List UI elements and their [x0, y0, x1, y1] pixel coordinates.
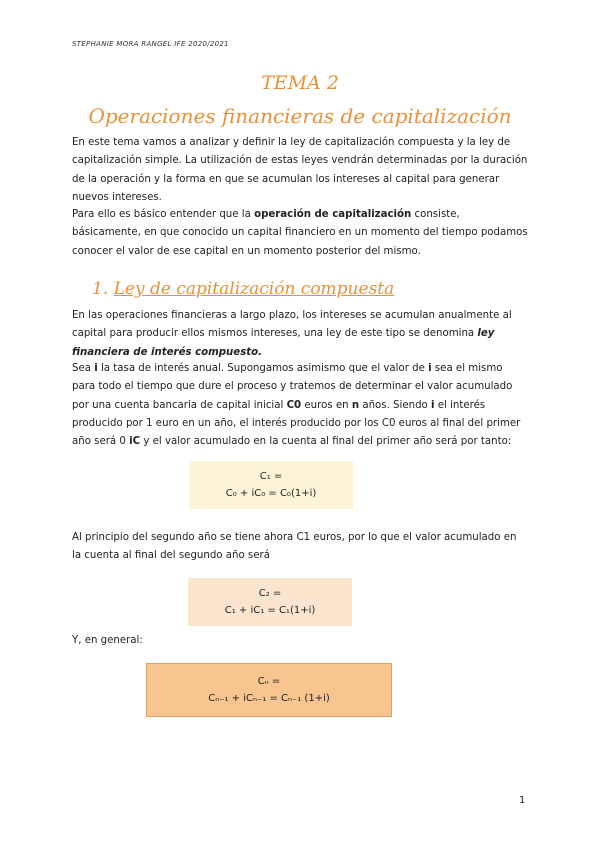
page-number: 1	[519, 795, 526, 806]
formula-box-2	[188, 578, 352, 626]
section-paragraph-1: En las operaciones financieras a largo plazo, los intereses se acumulan anualmente al capital para producir ellos mismos intereses, una ley de este tipo se denomina ley financiera de interés compuesto.	[72, 310, 512, 358]
formula-line: Cₙ =	[257, 676, 281, 687]
intro-paragraph-2: Para ello es básico entender que la operación de capitalización consiste, básicamente, en que conocido un capital financiero en un momento del tiempo podamos conocer el valor de ese capital en un momento posterior del mismo.	[72, 209, 528, 257]
key-term: operación de capitalización	[254, 209, 412, 220]
formula-line: C₂ =	[258, 588, 282, 599]
formula-box-1	[189, 461, 353, 509]
intro-paragraph-1: En este tema vamos a analizar y definir la ley de capitalización compuesta y la ley de capitalización simple. La utilización de estas leyes vendrán determinadas por la duración de la operación y la forma en que se acumulan los intereses al capital para generar nuevos intereses.	[72, 137, 528, 203]
section-title: Ley de capitalización compuesta	[113, 279, 395, 299]
section-heading	[92, 279, 394, 299]
formula-line: Cₙ₋₁ + iCₙ₋₁ = Cₙ₋₁ (1+i)	[208, 693, 330, 704]
formula-box-general	[146, 663, 392, 717]
section-number: 1.	[92, 279, 109, 299]
formula-line: C₁ =	[259, 471, 283, 482]
section-paragraph-3: Al principio del segundo año se tiene ahora C1 euros, por lo que el valor acumulado en la cuenta al final del segundo año será	[72, 532, 517, 562]
section-paragraph-2: Sea i la tasa de interés anual. Supongamos asimismo que el valor de i sea el mismo para todo el tiempo que dure el proceso y tratemos de determinar el valor acumulado por una cuenta bancaria de capital inicial C0 euros en n años. Siendo i el interés producido por 1 euro en un año, el interés producido por los C0 euros al final del primer año será 0 iC y el valor acumulado en la cuenta al final del primer año será por tanto:	[72, 363, 521, 448]
formula-line: C₁ + iC₁ = C₁(1+i)	[224, 605, 316, 616]
document-header: STEPHANIE MORA RANGEL IFE 2020/2021	[72, 40, 229, 48]
section-paragraph-4: Y, en general:	[72, 635, 143, 646]
formula-line: C₀ + iC₀ = C₀(1+i)	[225, 488, 317, 499]
key-term: ley financiera de interés compuesto.	[72, 328, 495, 358]
chapter-title: Operaciones financieras de capitalización	[88, 104, 512, 128]
chapter-number: TEMA 2	[261, 72, 339, 94]
